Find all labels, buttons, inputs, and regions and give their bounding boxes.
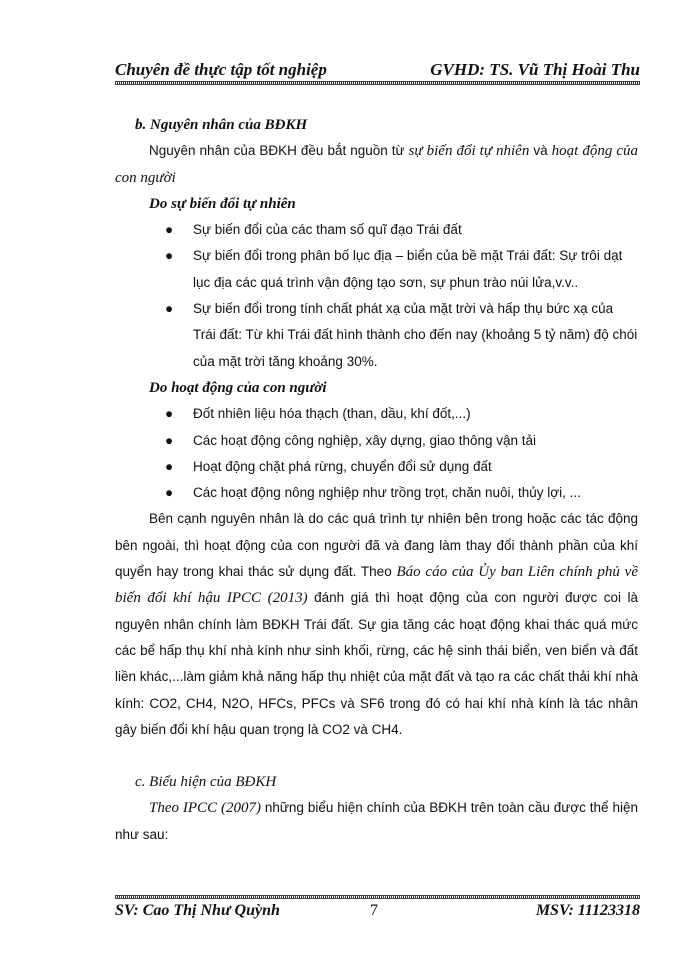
page-number: 7: [370, 902, 378, 919]
section-b-heading: b. Nguyên nhân của BĐKH: [135, 117, 308, 133]
spacer: [115, 743, 638, 769]
list-item-text: Các hoạt động nông nghiệp như trồng trọt, chăn nuôi, thủy lợi, ...: [193, 485, 581, 501]
header-rule: [115, 81, 640, 85]
page-footer: [115, 900, 640, 926]
list-item-text: Đốt nhiên liệu hóa thạch (than, dầu, khí đốt,...): [193, 406, 471, 422]
ipcc-report-citation: Báo cáo của Ủy ban Liên chính phủ về biến đổi khí hậu IPCC (2013): [115, 564, 638, 607]
human-causes-list: [115, 401, 638, 506]
intro-emphasis-human: hoạt động của con người: [115, 143, 638, 186]
list-item-text: Sự biến đổi của các tham số quĩ đạo Trái đất: [193, 222, 462, 238]
section-b-paragraph: [115, 506, 638, 743]
intro-text-mid: và: [529, 143, 552, 159]
human-causes-heading: Do hoạt động của con người: [149, 379, 327, 396]
list-item-text: Sự biến đổi trong tính chất phát xạ của mặt trời và hấp thụ bức xạ của Trái đất: Từ khi Trái đất hình thành cho đến nay (khoảng 5 tỷ năm) độ chói của mặt trời tăng khoảng 30%.: [193, 301, 638, 369]
list-item: [115, 401, 638, 427]
bullet-icon: ●: [165, 432, 174, 448]
list-item: [115, 480, 638, 506]
list-item: [115, 217, 638, 243]
natural-causes-list: [115, 217, 638, 375]
footer-rule: [115, 895, 640, 899]
natural-causes-heading: Do sự biến đổi tự nhiên: [149, 195, 296, 212]
footer-student-id: MSV: 11123318: [535, 902, 640, 919]
bullet-icon: ●: [165, 458, 174, 474]
list-item-text: Sự biến đổi trong phân bố lục địa – biển của bề mặt Trái đất: Sự trôi dạt lục địa các quá trình vận động tạo sơn, sự phun trào núi lửa,v.v..: [193, 248, 623, 290]
list-item: [115, 296, 638, 375]
intro-emphasis-natural: sự biến đổi tự nhiên: [408, 143, 530, 160]
section-c-heading: c. Biểu hiện của BĐKH: [135, 774, 277, 791]
bullet-icon: ●: [165, 301, 174, 317]
list-item-text: Hoạt động chặt phá rừng, chuyển đổi sử dụng đất: [193, 458, 492, 474]
ipcc-2007-citation: Theo IPCC (2007): [149, 800, 261, 817]
bullet-icon: ●: [165, 248, 174, 264]
paragraph-text: Bên cạnh nguyên nhân là do các quá trình tự nhiên bên trong hoặc các tác động bên ngoài, thì hoạt động của con người đã và đang làm thay đổi thành phần của khí quyển hay trong khai thác sử dụng đất. Theo: [115, 511, 638, 580]
page-body: [115, 112, 638, 848]
section-b-intro: [115, 138, 638, 191]
list-item-text: Các hoạt động công nghiệp, xây dựng, giao thông vận tải: [193, 432, 537, 448]
list-item: [115, 454, 638, 480]
footer-student: SV: Cao Thị Như Quỳnh: [115, 902, 280, 919]
list-item: [115, 428, 638, 454]
header-advisor: GVHD: TS. Vũ Thị Hoài Thu: [430, 60, 640, 79]
bullet-icon: ●: [165, 406, 174, 422]
paragraph-text-cont: đánh giá thì hoạt động của con người được coi là nguyên nhân chính làm BĐKH Trái đất. Sự gia tăng các hoạt động khai thác quá mức các bể hấp thụ khí nhà kính như sinh khối, rừng, các hệ sinh thái biển, ven biển và đất liền khác,...làm giảm khả năng hấp thụ nhiệt của mặt đất và tạo ra các chất thải khí nhà kính: CO2, CH4, N2O, HFCs, PFCs và SF6 trong đó có hai khí nhà kính là tác nhân gây biến đổi khí hậu quan trọng là CO2 và CH4.: [115, 590, 638, 737]
bullet-icon: ●: [165, 485, 174, 501]
section-c-intro: [115, 795, 638, 848]
section-c-text: những biểu hiện chính của BĐKH trên toàn cầu được thể hiện như sau:: [115, 800, 638, 842]
list-item: [115, 243, 638, 296]
intro-text: Nguyên nhân của BĐKH đều bắt nguồn từ: [149, 143, 409, 159]
bullet-icon: ●: [165, 222, 174, 238]
header-title: Chuyên đề thực tập tốt nghiệp: [115, 60, 327, 79]
